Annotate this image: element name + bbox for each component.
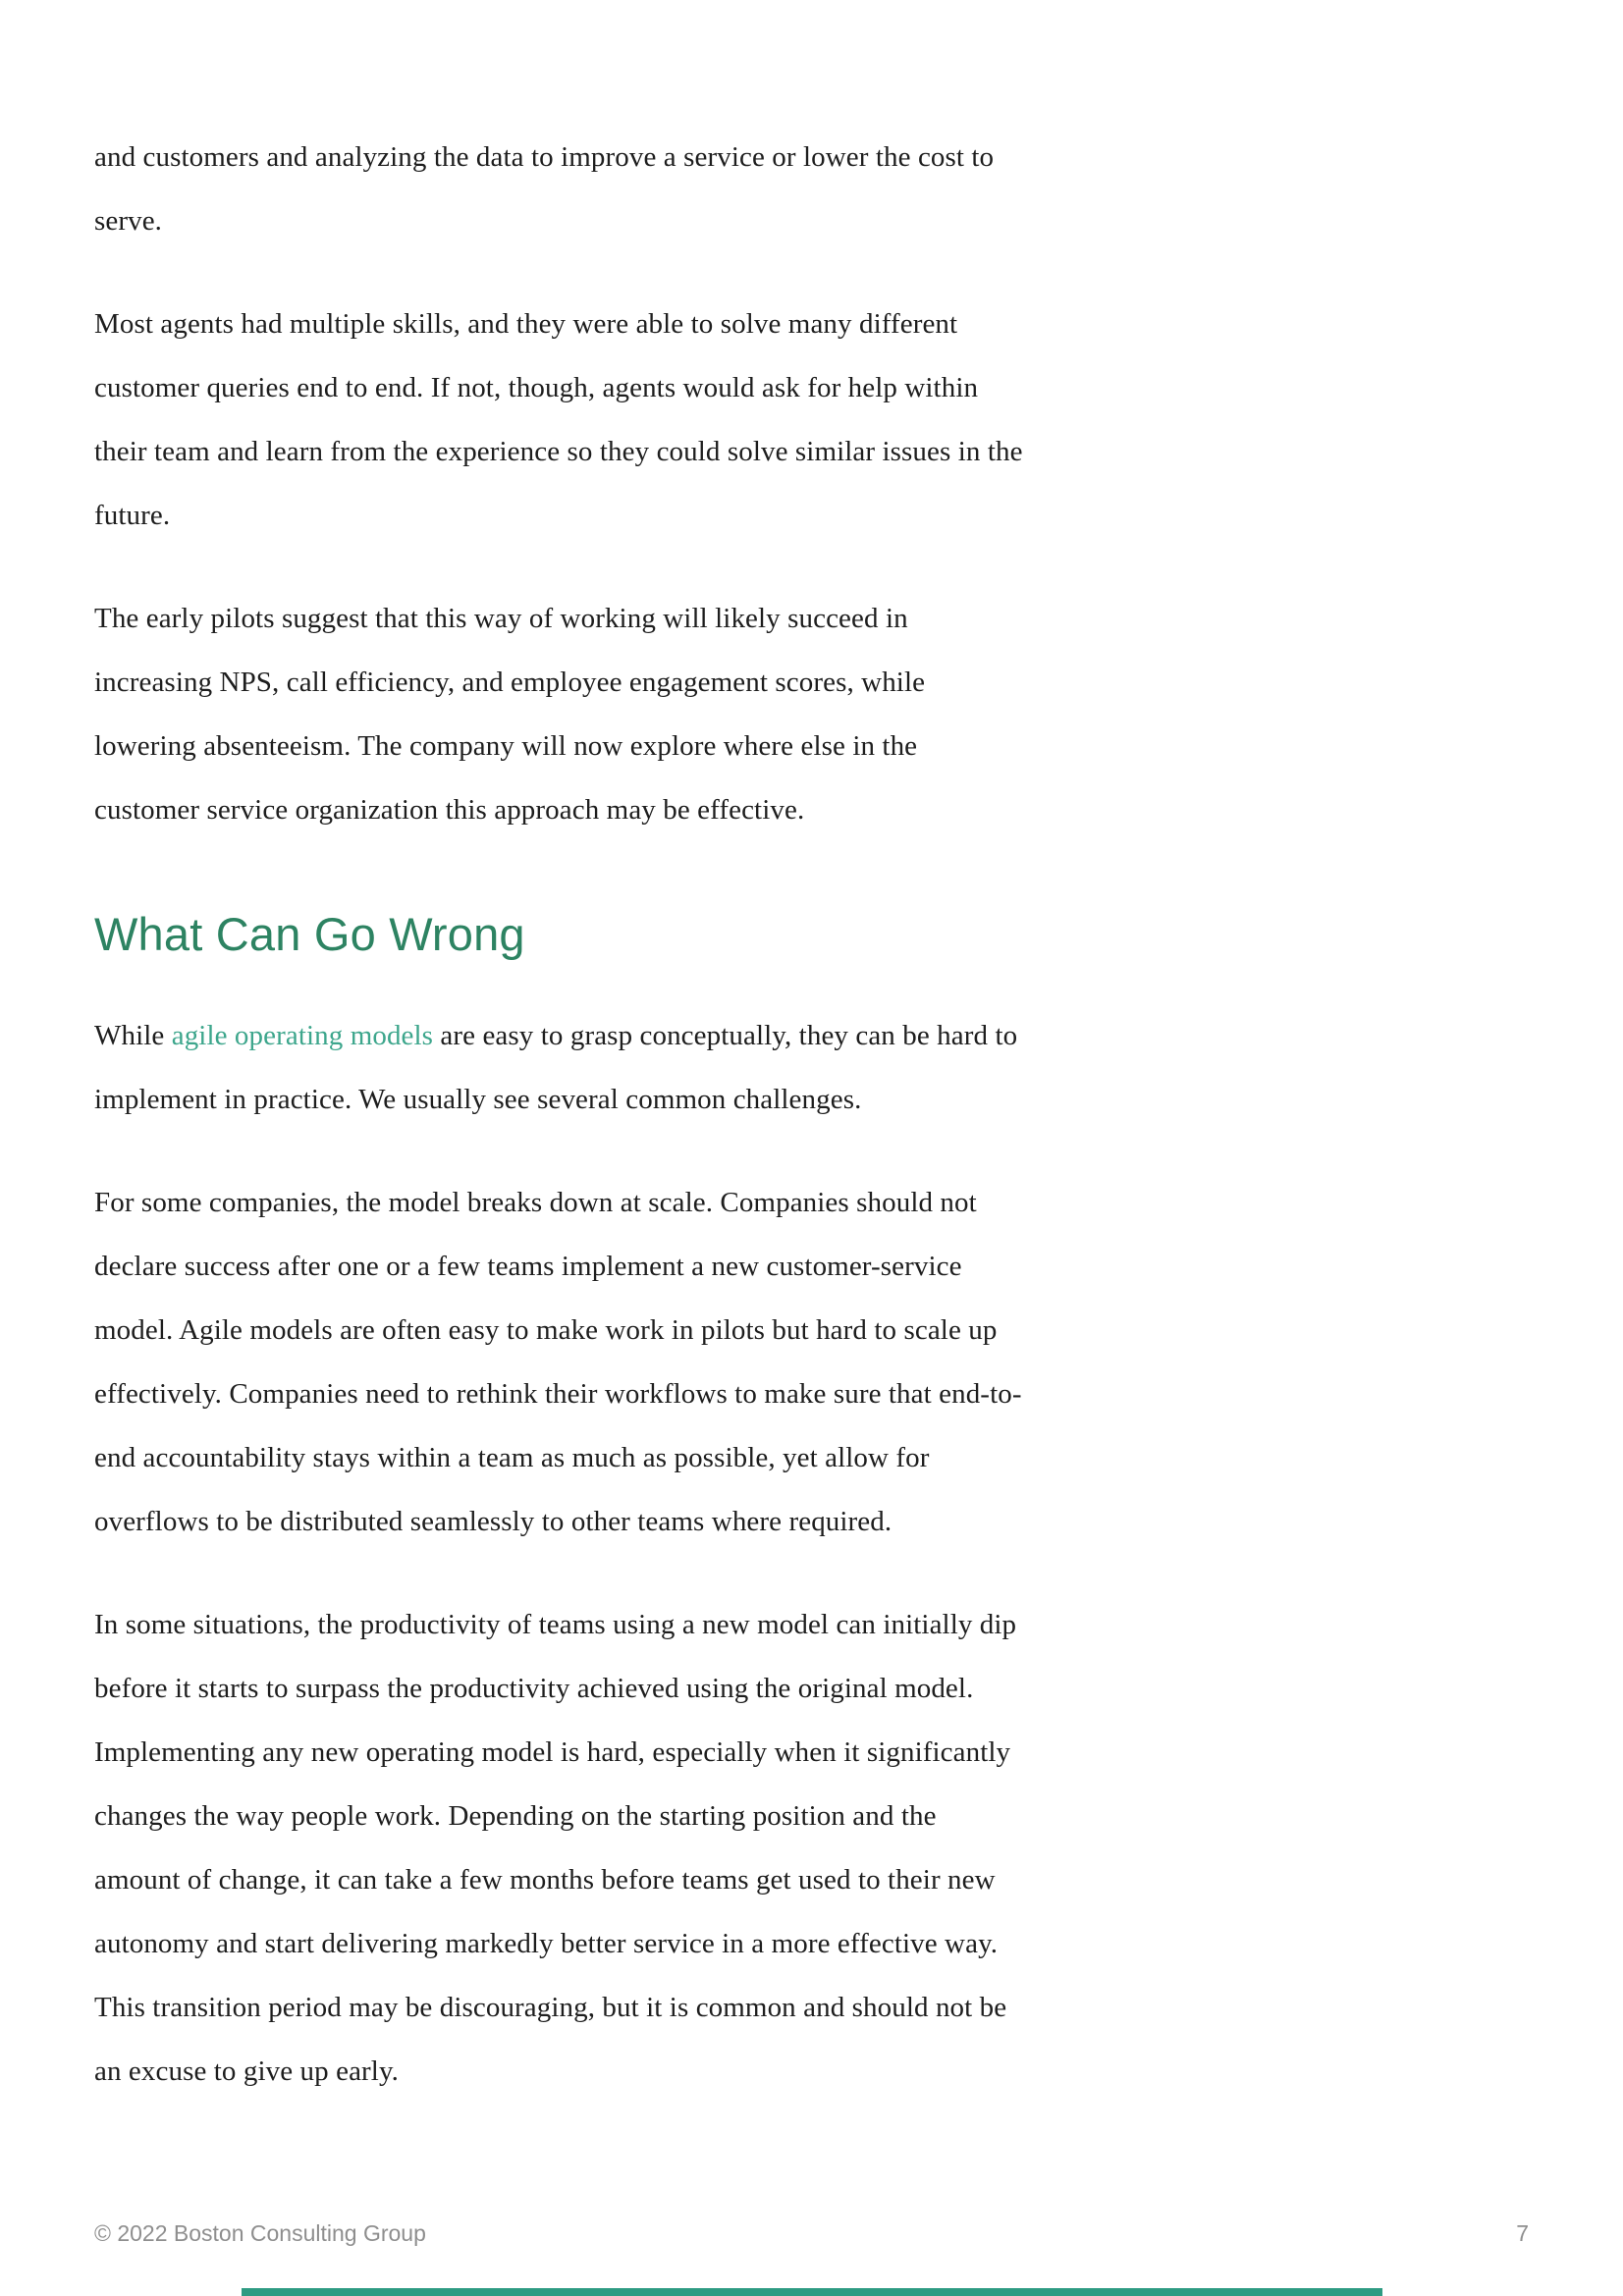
link-paragraph-before: While [94, 1020, 172, 1051]
article-body [94, 126, 1025, 2143]
paragraph-with-link [94, 1004, 1025, 1132]
paragraph: and customers and analyzing the data to improve a service or lower the cost to serve. [94, 141, 995, 237]
paragraph: The early pilots suggest that this way of working will likely succeed in increasing NPS, call efficiency, and employee engagement scores, while lowering absenteeism. The company will now explore where else in the customer service organization this approach may be effective. [94, 603, 926, 826]
paragraph: In some situations, the productivity of teams using a new model can initially dip before it starts to surpass the productivity achieved using the original model. Implementing any new operating model is hard, especially when it significantly changes the way people work. Depending on the starting position and the amount of change, it can take a few months before teams get used to their new autonomy and start delivering markedly better service in a more effective way. This transition period may be discouraging, but it is common and should not be an excuse to give up early. [94, 1609, 1017, 2087]
paragraph: Most agents had multiple skills, and they were able to solve many different customer queries end to end. If not, though, agents would ask for help within their team and learn from the experience so they could solve similar issues in the future. [94, 308, 1023, 531]
link-paragraph-after: are easy to grasp conceptually, they can be hard to implement in practice. We usually see several common challenges. [94, 1020, 1018, 1115]
paragraph: For some companies, the model breaks down at scale. Companies should not declare success after one or a few teams implement a new customer-service model. Agile models are often easy to make work in pilots but hard to scale up effectively. Companies need to rethink their workflows to make sure that end-to-end accountability stays within a team as much as possible, yet allow for overflows to be distributed seamlessly to other teams where required. [94, 1187, 1022, 1537]
agile-operating-models-link[interactable]: agile operating models [171, 1020, 434, 1051]
bottom-accent-bar [242, 2288, 1382, 2296]
section-heading: What Can Go Wrong [94, 908, 525, 960]
page-footer [94, 2220, 1529, 2247]
page-number: 7 [1516, 2220, 1529, 2246]
copyright-text: © 2022 Boston Consulting Group [94, 2220, 426, 2246]
